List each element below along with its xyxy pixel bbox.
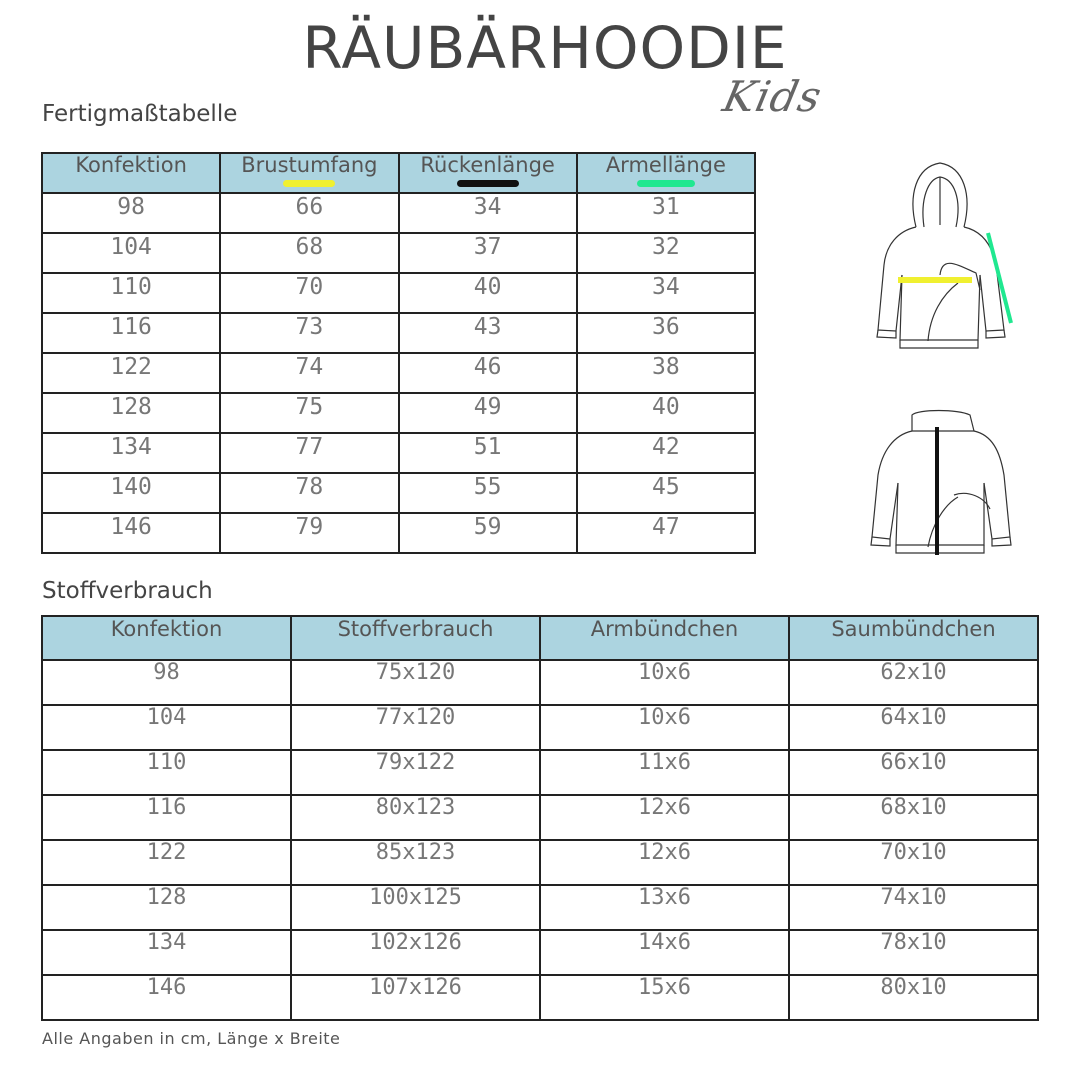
table-cell: 100x125 bbox=[291, 885, 540, 930]
table-cell: 74x10 bbox=[789, 885, 1038, 930]
table-row bbox=[42, 795, 1038, 840]
table-cell: 73 bbox=[220, 313, 398, 353]
table-row bbox=[42, 660, 1038, 705]
fabric-consumption-table bbox=[41, 615, 1039, 1021]
table-cell: 12x6 bbox=[540, 840, 789, 885]
table-cell: 66x10 bbox=[789, 750, 1038, 795]
header-sleeve-cuff: Armbündchen bbox=[540, 616, 789, 660]
header-chest: Brustumfang bbox=[220, 153, 398, 193]
header-size: Konfektion bbox=[42, 616, 291, 660]
table-row bbox=[42, 393, 755, 433]
sleeve-length-marker bbox=[637, 180, 695, 187]
table-row bbox=[42, 353, 755, 393]
table-cell: 116 bbox=[42, 313, 220, 353]
table-cell: 38 bbox=[577, 353, 755, 393]
table-cell: 14x6 bbox=[540, 930, 789, 975]
fabric-table-title: Stoffverbrauch bbox=[42, 578, 213, 604]
page-subtitle: Kids bbox=[718, 72, 827, 121]
table-cell: 55 bbox=[399, 473, 577, 513]
table-cell: 34 bbox=[577, 273, 755, 313]
table-cell: 42 bbox=[577, 433, 755, 473]
table-cell: 104 bbox=[42, 233, 220, 273]
table-cell: 40 bbox=[577, 393, 755, 433]
table-cell: 34 bbox=[399, 193, 577, 233]
table-row bbox=[42, 975, 1038, 1020]
table-cell: 10x6 bbox=[540, 660, 789, 705]
table-cell: 66 bbox=[220, 193, 398, 233]
table-cell: 31 bbox=[577, 193, 755, 233]
table-cell: 122 bbox=[42, 840, 291, 885]
table-cell: 59 bbox=[399, 513, 577, 553]
table-row bbox=[42, 513, 755, 553]
table-cell: 36 bbox=[577, 313, 755, 353]
table-row bbox=[42, 313, 755, 353]
table-cell: 110 bbox=[42, 750, 291, 795]
table-cell: 75x120 bbox=[291, 660, 540, 705]
table-cell: 68 bbox=[220, 233, 398, 273]
table-cell: 80x123 bbox=[291, 795, 540, 840]
footer-note: Alle Angaben in cm, Länge x Breite bbox=[42, 1029, 341, 1048]
table-cell: 122 bbox=[42, 353, 220, 393]
sleeve-measure-line bbox=[988, 233, 1011, 323]
table-row bbox=[42, 930, 1038, 975]
table-cell: 13x6 bbox=[540, 885, 789, 930]
table-cell: 49 bbox=[399, 393, 577, 433]
table-cell: 140 bbox=[42, 473, 220, 513]
table-cell: 79x122 bbox=[291, 750, 540, 795]
table-cell: 104 bbox=[42, 705, 291, 750]
chest-marker bbox=[283, 180, 335, 187]
table-row bbox=[42, 233, 755, 273]
table-cell: 102x126 bbox=[291, 930, 540, 975]
table-cell: 75 bbox=[220, 393, 398, 433]
table-cell: 11x6 bbox=[540, 750, 789, 795]
table-cell: 78 bbox=[220, 473, 398, 513]
back-length-marker bbox=[457, 180, 519, 187]
page-title: RÄUBÄRHOODIE bbox=[302, 14, 788, 82]
table-cell: 47 bbox=[577, 513, 755, 553]
table-cell: 37 bbox=[399, 233, 577, 273]
table-cell: 85x123 bbox=[291, 840, 540, 885]
table-cell: 128 bbox=[42, 393, 220, 433]
finished-measurements-table bbox=[41, 152, 756, 554]
table-cell: 78x10 bbox=[789, 930, 1038, 975]
header-hem-cuff: Saumbündchen bbox=[789, 616, 1038, 660]
table-cell: 80x10 bbox=[789, 975, 1038, 1020]
table-row bbox=[42, 473, 755, 513]
table-cell: 74 bbox=[220, 353, 398, 393]
table-header-row bbox=[42, 153, 755, 193]
header-sleeve-length: Armellänge bbox=[577, 153, 755, 193]
table-row bbox=[42, 840, 1038, 885]
table-cell: 146 bbox=[42, 975, 291, 1020]
table-cell: 45 bbox=[577, 473, 755, 513]
table-header-row bbox=[42, 616, 1038, 660]
table-row bbox=[42, 433, 755, 473]
table-cell: 70x10 bbox=[789, 840, 1038, 885]
size-table-title: Fertigmaßtabelle bbox=[42, 101, 238, 127]
table-cell: 64x10 bbox=[789, 705, 1038, 750]
table-cell: 110 bbox=[42, 273, 220, 313]
table-row bbox=[42, 750, 1038, 795]
table-cell: 134 bbox=[42, 930, 291, 975]
table-cell: 146 bbox=[42, 513, 220, 553]
table-cell: 10x6 bbox=[540, 705, 789, 750]
table-cell: 128 bbox=[42, 885, 291, 930]
table-cell: 15x6 bbox=[540, 975, 789, 1020]
header-fabric: Stoffverbrauch bbox=[291, 616, 540, 660]
table-cell: 98 bbox=[42, 660, 291, 705]
table-cell: 134 bbox=[42, 433, 220, 473]
table-cell: 32 bbox=[577, 233, 755, 273]
header-size: Konfektion bbox=[42, 153, 220, 193]
table-cell: 116 bbox=[42, 795, 291, 840]
table-cell: 43 bbox=[399, 313, 577, 353]
table-cell: 12x6 bbox=[540, 795, 789, 840]
table-cell: 79 bbox=[220, 513, 398, 553]
table-cell: 40 bbox=[399, 273, 577, 313]
table-cell: 46 bbox=[399, 353, 577, 393]
table-cell: 98 bbox=[42, 193, 220, 233]
table-cell: 68x10 bbox=[789, 795, 1038, 840]
table-cell: 77x120 bbox=[291, 705, 540, 750]
header-back-length: Rückenlänge bbox=[399, 153, 577, 193]
table-cell: 70 bbox=[220, 273, 398, 313]
table-row bbox=[42, 273, 755, 313]
hoodie-front-illustration bbox=[858, 155, 1038, 355]
table-cell: 77 bbox=[220, 433, 398, 473]
table-row bbox=[42, 705, 1038, 750]
hoodie-back-illustration bbox=[858, 405, 1038, 565]
table-row bbox=[42, 193, 755, 233]
table-cell: 51 bbox=[399, 433, 577, 473]
table-row bbox=[42, 885, 1038, 930]
table-cell: 107x126 bbox=[291, 975, 540, 1020]
table-cell: 62x10 bbox=[789, 660, 1038, 705]
